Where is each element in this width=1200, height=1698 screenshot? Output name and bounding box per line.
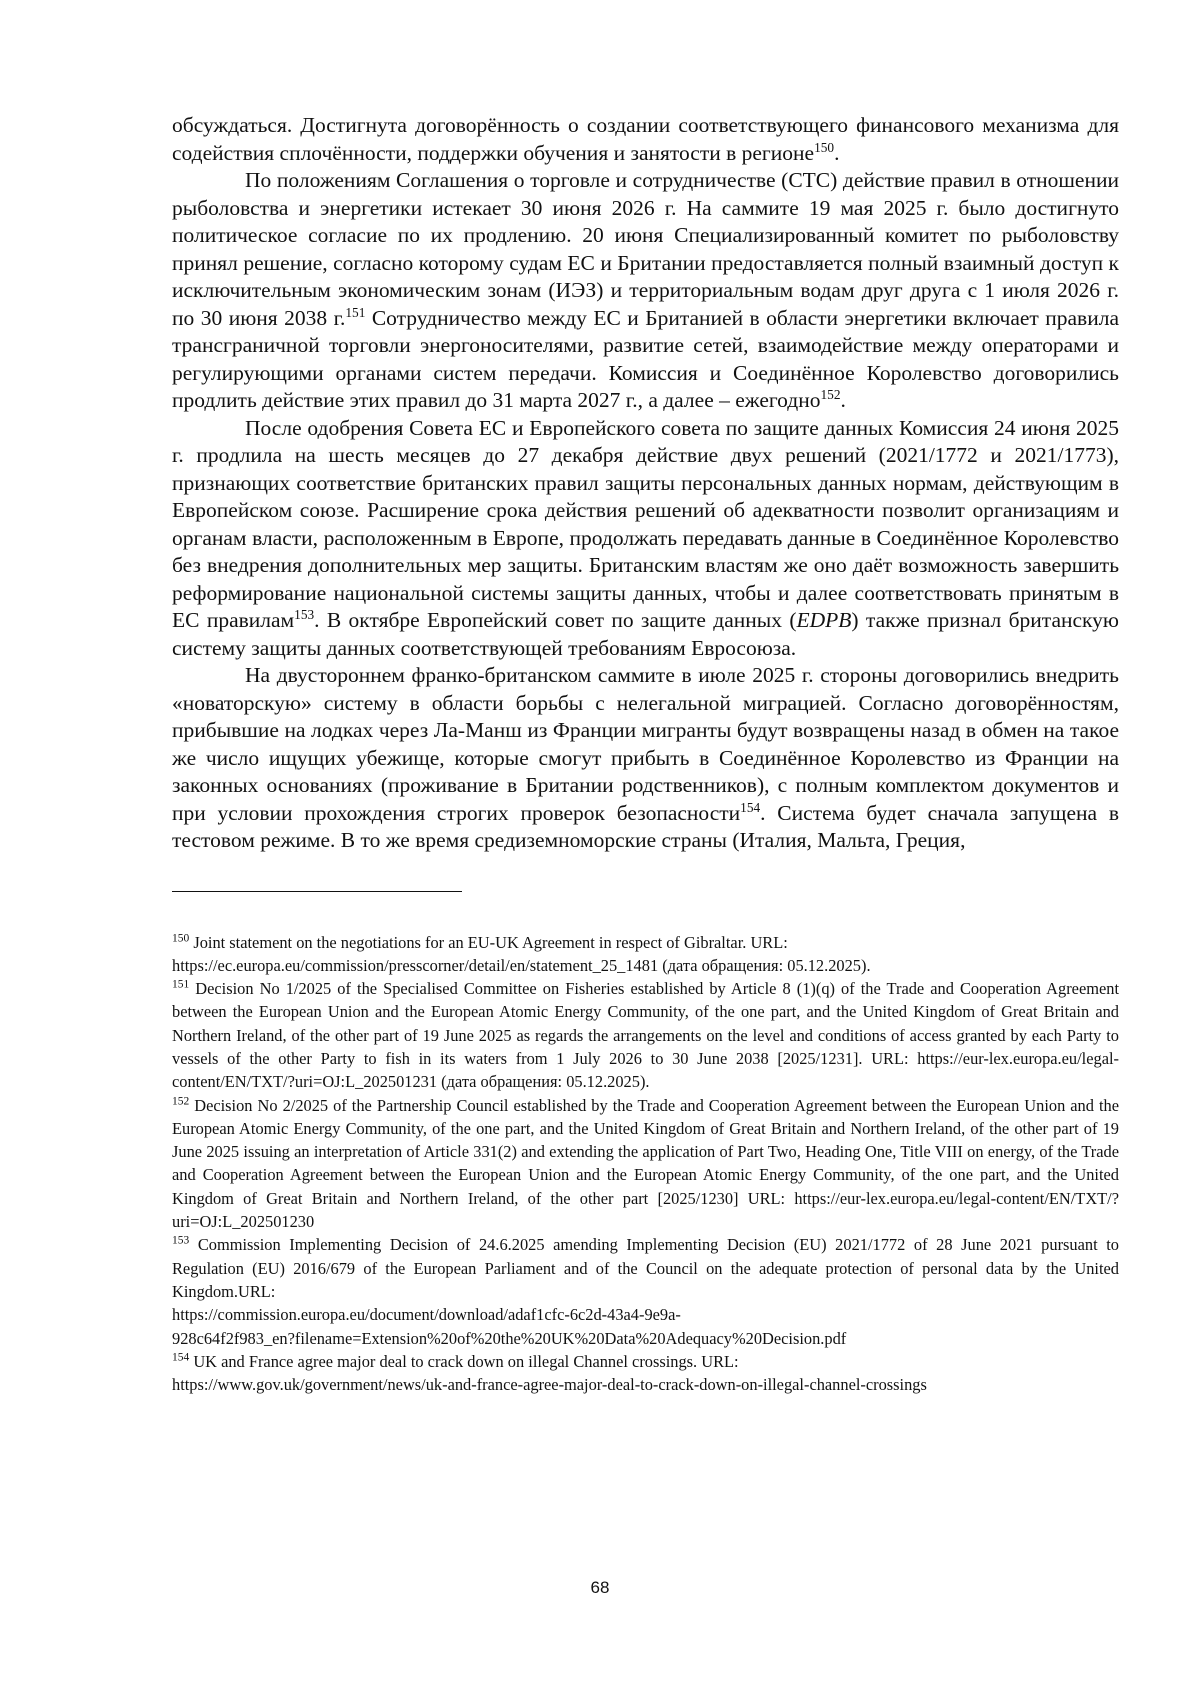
emphasis-text: EDPB: [796, 608, 852, 632]
footnote: [172, 931, 1119, 978]
page-number: 68: [590, 1578, 610, 1597]
footnote-number: 154: [172, 1351, 190, 1364]
footnote-number: 152: [172, 1095, 190, 1108]
main-text: [172, 112, 1119, 855]
footnote-ref: 154: [740, 799, 761, 815]
paragraph: [172, 112, 1119, 167]
text-run: .: [834, 140, 840, 165]
footnote-number: 151: [172, 978, 190, 991]
footnotes: [172, 931, 1119, 1397]
text-run: . В октябре Европейский совет по защите данных (: [314, 608, 797, 632]
document-page: [172, 112, 1119, 1396]
text-run: Сотрудничество между ЕС и Британией в области энергетики включает правила трансграничной торговли энергоносителями, развитие сетей, взаимодействие между операторами и регулирующими органами систем передачи. Комиссия и Соединённое Королевство договорились продлить действие этих правил до 31 марта 2027 г., а далее – ежегодно: [172, 305, 1119, 412]
footnote-text: 928c64f2f983_en?filename=Extension%20of%20the%20UK%20Data%20Adequacy%20Decision.pdf: [172, 1328, 847, 1348]
footnote-text: Decision No 2/2025 of the Partnership Council established by the Trade and Cooperation Agreement between the European Union and the European Atomic Energy Community, of the one part, and the United Kingdom of Great Britain and Northern Ireland, of the other part of 19 June 2025 issuing an interpretation of Article 331(2) and extending the application of Part Two, Heading One, Title VIII on energy, of the Trade and Cooperation Agreement between the European Union and the European Atomic Energy Community, of the one part, and the United Kingdom of Great Britain and Northern Ireland, of the other part [2025/1230] URL: https://eur-lex.europa.eu/legal-content/EN/TXT/?uri=OJ:L_202501230: [172, 1095, 1119, 1232]
paragraph: [172, 662, 1119, 855]
footnote-text: https://www.gov.uk/government/news/uk-and-france-agree-major-deal-to-crack-down-on-illegal-channel-crossings: [172, 1375, 927, 1395]
footnote-text: https://commission.europa.eu/document/download/adaf1cfc-6c2d-43a4-9e9a-: [172, 1305, 681, 1325]
text-run: . Система будет сначала запущена в тестовом режиме. В то же время средиземноморские страны (Италия, Мальта, Греция,: [172, 800, 1120, 852]
footnote-text: UK and France agree major deal to crack down on illegal Channel crossings. URL:: [193, 1351, 739, 1371]
footnote-text: Decision No 1/2025 of the Specialised Committee on Fisheries established by Article 8 (1)(q) of the Trade and Cooperation Agreement between the European Union and the European Atomic Energy Community, of the one part, and the United Kingdom of Great Britain and Northern Ireland, of the other part of 19 June 2025 as regards the arrangements on the level and conditions of access granted by each Party to vessels of the other Party to fish in its waters from 1 July 2026 to 30 June 2038 [2025/1231]. URL: https://eur-lex.europa.eu/legal-content/EN/TXT/?uri=OJ:L_202501231 (дата обращения: 05.12.2025).: [172, 979, 1119, 1092]
footnote-ref: 151: [345, 304, 366, 320]
footnote-text: Commission Implementing Decision of 24.6.2025 amending Implementing Decision (EU) 2021/1772 of 28 June 2021 pursuant to Regulation (EU) 2016/679 of the European Parliament and of the Council on the adequate protection of personal data by the United Kingdom.URL:: [172, 1235, 1119, 1301]
footnote-separator: [172, 891, 462, 892]
footnote-ref: 153: [294, 606, 315, 622]
text-run: .: [840, 388, 846, 412]
footnote: [172, 1233, 1119, 1349]
footnote: [172, 1350, 1119, 1397]
text-run: обсуждаться. Достигнута договорённость о создании соответствующего финансового механизма для содействия сплочённости, поддержки обучения и занятости в регионе: [172, 113, 1119, 165]
text-run: После одобрения Совета ЕС и Европейского совета по защите данных Комиссия 24 июня 2025 г. продлила на шесть месяцев до 27 декабря действие двух решений (2021/1772 и 2021/1773), признающих соответствие британских правил защиты персональных данных нормам, действующим в Европейском союзе. Расширение срока действия решений об адекватности позволит организациям и органам власти, расположенным в Европе, продолжать передавать данные в Соединённое Королевство без внедрения дополнительных мер защиты. Британским властям же оно даёт возможность завершить реформирование национальной системы защиты данных, чтобы и далее соответствовать принятым в ЕС правилам: [172, 415, 1119, 632]
footnote: [172, 1094, 1119, 1234]
footnote-text: https://ec.europa.eu/commission/presscorner/detail/en/statement_25_1481 (дата обращения: 05.12.2025).: [172, 955, 871, 975]
paragraph: [172, 167, 1119, 415]
footnote-text: Joint statement on the negotiations for an EU-UK Agreement in respect of Gibraltar. URL:: [193, 932, 788, 952]
footnote-ref: 150: [814, 139, 835, 155]
text-run: ) также признал британскую систему защиты данных соответствующей требованиям Евросоюза.: [172, 608, 1119, 660]
paragraph: [172, 415, 1119, 663]
footnote-number: 153: [172, 1235, 190, 1248]
footnote-number: 150: [172, 932, 190, 945]
footnote: [172, 977, 1119, 1093]
text-run: По положениям Соглашения о торговле и сотрудничестве (СТС) действие правил в отношении рыболовства и энергетики истекает 30 июня 2026 г. На саммите 19 мая 2025 г. было достигнуто политическое согласие по их продлению. 20 июня Специализированный комитет по рыболовству принял решение, согласно которому судам ЕС и Британии предоставляется полный взаимный доступ к исключительным экономическим зонам (ИЭЗ) и территориальным водам друг друга с 1 июля 2026 г. по 30 июня 2038 г.: [172, 168, 1119, 330]
footnote-ref: 152: [820, 386, 841, 402]
text-run: На двустороннем франко-британском саммите в июле 2025 г. стороны договорились внедрить «новаторскую» систему в области борьбы с нелегальной миграцией. Согласно договорённостям, прибывшие на лодках через Ла-Манш из Франции мигранты будут возвращены назад в обмен на такое же число ищущих убежище, которые смогут прибыть в Соединённое Королевство из Франции на законных основаниях (проживание в Британии родственников), с полным комплектом документов и при условии прохождения строгих проверок безопасности: [172, 663, 1119, 825]
